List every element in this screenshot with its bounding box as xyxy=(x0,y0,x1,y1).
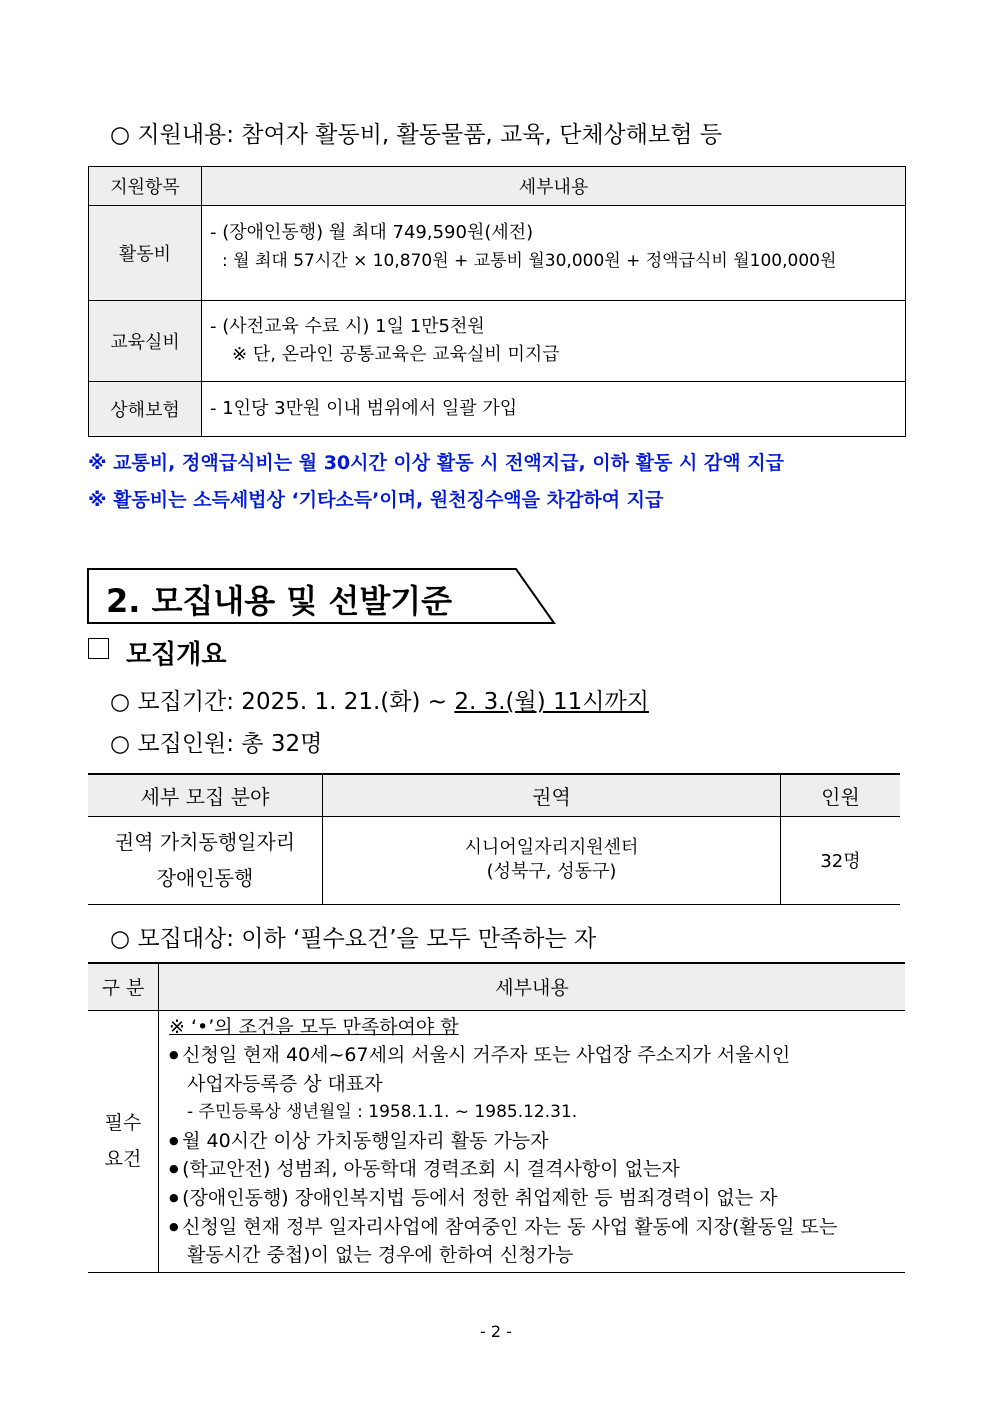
detail-line: - (사전교육 수료 시) 1일 1만5천원 xyxy=(210,316,485,337)
support-table xyxy=(88,166,906,437)
detail-line: - (장애인동행) 월 최대 749,590원(세전) xyxy=(210,222,534,243)
requirement-note: ※ ‘•’의 조건을 모두 만족하여야 함 xyxy=(169,1015,459,1038)
category-line: 필수 xyxy=(104,1112,142,1134)
header-count: 인원 xyxy=(781,774,901,816)
item-label: 교육실비 xyxy=(89,301,202,382)
section-title: 2. 모집내용 및 선발기준 xyxy=(106,582,453,620)
recruit-table xyxy=(88,773,900,905)
requirement-item: ● (장애인동행) 장애인복지법 등에서 정한 취업제한 등 범죄경력이 없는 자 xyxy=(159,1184,905,1213)
detail-line: - 1인당 3만원 이내 범위에서 일괄 가입 xyxy=(202,382,906,437)
category-line: 요건 xyxy=(104,1148,142,1170)
recruit-count: ○ 모집인원: 총 32명 xyxy=(110,731,323,757)
region-line: (성북구, 성동구) xyxy=(486,861,617,882)
item-label: 상해보험 xyxy=(89,382,202,437)
page-number: - 2 - xyxy=(480,1322,512,1341)
checkbox-square-icon xyxy=(88,638,109,659)
detail-line: : 월 최대 57시간 × 10,870원 + 교통비 월30,000원 + 정액급식비 월100,000원 xyxy=(222,251,837,271)
header-category: 구 분 xyxy=(88,963,159,1010)
detail-line: ※ 단, 온라인 공통교육은 교육실비 미지급 xyxy=(232,344,560,365)
requirement-item-cont: 활동시간 중첩)이 없는 경우에 한하여 신청가능 xyxy=(187,1244,574,1267)
period-end: 2. 3.(월) 11시까지 xyxy=(454,689,649,715)
header-detail: 세부내용 xyxy=(202,167,906,206)
header-detail: 세부내용 xyxy=(159,963,906,1010)
header-item: 지원항목 xyxy=(89,167,202,206)
header-field: 세부 모집 분야 xyxy=(88,774,323,816)
support-heading: ○ 지원내용: 참여자 활동비, 활동물품, 교육, 단체상해보험 등 xyxy=(110,122,722,148)
requirement-item: ● 신청일 현재 정부 일자리사업에 참여중인 자는 동 사업 활동에 지장(활동일 또는 xyxy=(159,1213,905,1242)
subsection-title: 모집개요 xyxy=(126,640,227,670)
note-2: ※ 활동비는 소득세법상 ‘기타소득’이며, 원천징수액을 차감하여 지급 xyxy=(88,489,664,511)
header-region: 권역 xyxy=(323,774,781,816)
field-line: 장애인동행 xyxy=(156,866,254,890)
field-line: 권역 가치동행일자리 xyxy=(114,830,296,854)
note-1: ※ 교통비, 정액급식비는 월 30시간 이상 활동 시 전액지급, 이하 활동 시 감액 지급 xyxy=(88,452,784,474)
birthdate-range: - 주민등록상 생년월일 : 1958.1.1. ~ 1985.12.31. xyxy=(187,1102,578,1123)
item-label: 활동비 xyxy=(89,206,202,301)
requirement-item: ● 월 40시간 이상 가치동행일자리 활동 가능자 xyxy=(159,1127,905,1156)
requirement-item-cont: 사업자등록증 상 대표자 xyxy=(187,1072,383,1095)
target-heading: ○ 모집대상: 이하 ‘필수요건’을 모두 만족하는 자 xyxy=(110,926,597,952)
target-table xyxy=(88,962,905,1273)
requirement-item: ● (학교안전) 성범죄, 아동학대 경력조회 시 결격사항이 없는자 xyxy=(159,1155,905,1184)
region-line: 시니어일자리지원센터 xyxy=(464,837,639,858)
count-value: 32명 xyxy=(781,816,901,904)
requirement-item: ● 신청일 현재 40세~67세의 서울시 거주자 또는 사업장 주소지가 서울시인 xyxy=(159,1041,905,1070)
recruit-period: ○ 모집기간: 2025. 1. 21.(화) ~ 2. 3.(월) 11시까지 xyxy=(110,689,649,715)
